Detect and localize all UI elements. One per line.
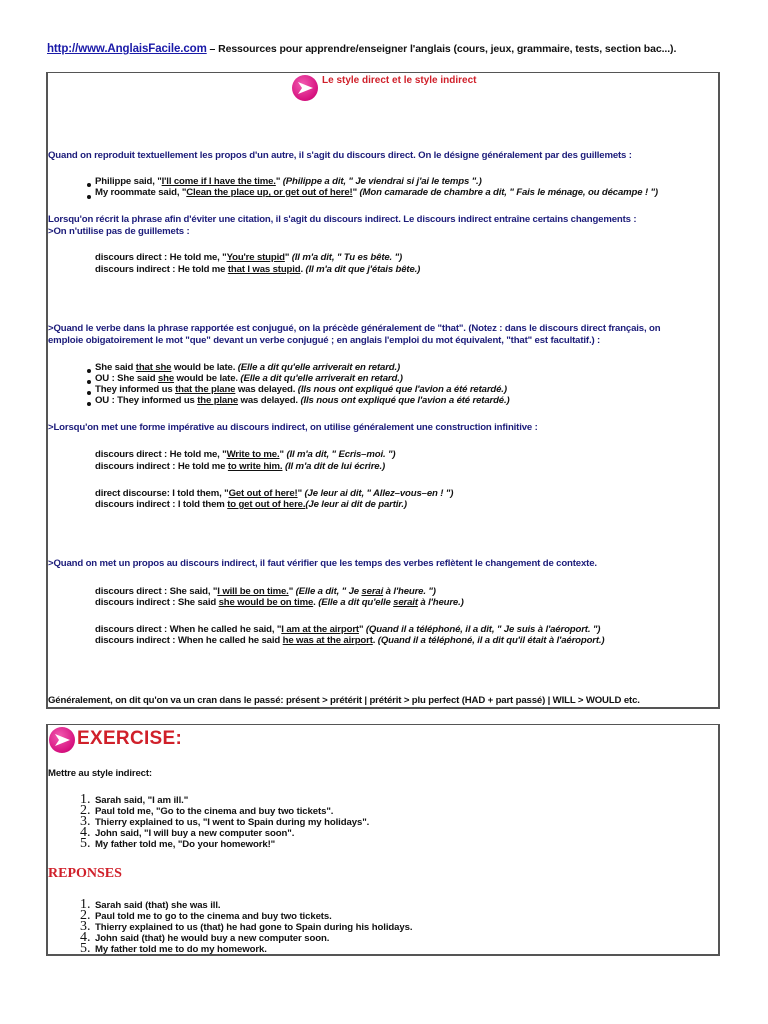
that-example: They informed us that the plane was delayed. (Ils nous ont expliqué que l'avion a été retardé.): [95, 384, 507, 395]
item-number: 2.: [80, 803, 91, 818]
question-item: Sarah said, "I am ill.": [95, 795, 189, 806]
bullet-icon: [87, 391, 91, 395]
question-item: My father told me, "Do your homework!": [95, 839, 276, 850]
rule-that: >Quand le verbe dans la phrase rapportée est conjugué, on la précède généralement de "that". (Notez : dans le discours direct français, on: [48, 323, 661, 334]
direct-example: Philippe said, "I'll come if I have the time." (Philippe a dit, " Je viendrai si j'ai le temps ".): [95, 176, 482, 187]
bullet-icon: [87, 380, 91, 384]
answer-item: Thierry explained to us (that) he had gone to Spain during his holidays.: [95, 922, 413, 933]
item-number: 3.: [80, 919, 91, 934]
example-line: discours indirect : When he called he said he was at the airport. (Quand il a téléphoné, il a dit qu'il était à l'aéroport.): [95, 635, 605, 646]
item-number: 4.: [80, 930, 91, 945]
example-line: discours direct : He told me, "Write to me." (Il m'a dit, " Ecris–moi. "): [95, 449, 396, 460]
site-header: [47, 43, 676, 55]
example-line: discours direct : She said, "I will be on time." (Elle a dit, " Je serai à l'heure. "): [95, 586, 436, 597]
exercise-instruction: Mettre au style indirect:: [48, 768, 152, 779]
rule-that-cont: emploie obigatoirement le mot "que" devant un verbe conjugué ; en anglais l'emploi du mot équivalent, "that" est facultatif.) :: [48, 335, 601, 346]
item-number: 1.: [80, 792, 91, 807]
example-line: discours indirect : He told me to write him. (Il m'a dit de lui écrire.): [95, 461, 386, 472]
question-item: Thierry explained to us, "I went to Spain during my holidays".: [95, 817, 370, 828]
item-number: 3.: [80, 814, 91, 829]
example-line: discours direct : When he called he said, "I am at the airport" (Quand il a téléphoné, il a dit, " Je suis à l'aéroport. "): [95, 624, 601, 635]
item-number: 1.: [80, 897, 91, 912]
item-number: 2.: [80, 908, 91, 923]
example-line: discours direct : He told me, "You're stupid" (Il m'a dit, " Tu es bête. "): [95, 252, 403, 263]
that-example: OU : She said she would be late. (Elle a dit qu'elle arriverait en retard.): [95, 373, 403, 384]
bullet-icon: [87, 183, 91, 187]
bullet-icon: [87, 369, 91, 373]
answer-item: John said (that) he would buy a new computer soon.: [95, 933, 330, 944]
site-link[interactable]: http://www.AnglaisFacile.com: [47, 43, 207, 55]
answer-item: My father told me to do my homework.: [95, 944, 267, 955]
bullet-icon: [87, 402, 91, 406]
item-number: 5.: [80, 836, 91, 851]
item-number: 4.: [80, 825, 91, 840]
that-example: She said that she would be late. (Elle a dit qu'elle arriverait en retard.): [95, 362, 401, 373]
bullet-icon: [87, 195, 91, 199]
direct-example: My roommate said, "Clean the place up, or get out of here!" (Mon camarade de chambre a dit, " Fais le ménage, ou décampe ! "): [95, 187, 658, 198]
rule-tenses: >Quand on met un propos au discours indirect, il faut vérifier que les temps des verbes reflètent le changement de contexte.: [48, 558, 597, 569]
example-line: discours indirect : She said she would be on time. (Elle a dit qu'elle serait à l'heure.): [95, 597, 464, 608]
exercise-title: EXERCISE:: [77, 728, 183, 749]
rule-imperative: >Lorsqu'on met une forme impérative au discours indirect, on utilise généralement une construction infinitive :: [48, 422, 538, 433]
arrow-right-icon: [49, 727, 75, 753]
answer-item: Sarah said (that) she was ill.: [95, 900, 221, 911]
lesson-title: Le style direct et le style indirect: [322, 75, 477, 86]
site-tagline: – Ressources pour apprendre/enseigner l'anglais (cours, jeux, grammaire, tests, section bac...).: [206, 43, 677, 55]
question-item: John said, "I will buy a new computer soon".: [95, 828, 295, 839]
example-line: discours indirect : I told them to get out of here.(Je leur ai dit de partir.): [95, 499, 407, 510]
intro-indirect: Lorsqu'on récrit la phrase afin d'éviter une citation, il s'agit du discours indirect. Le discours indirect entraîne certains changements :: [48, 214, 637, 225]
summary-rule: Généralement, on dit qu'on va un cran dans le passé: présent > prétérit | prétérit > plu perfect (HAD + part passé) | WILL > WOULD etc.: [48, 695, 640, 706]
rule-no-quotes: >On n'utilise pas de guillemets :: [48, 226, 190, 237]
that-example: OU : They informed us the plane was delayed. (Ils nous ont expliqué que l'avion a été retardé.): [95, 395, 510, 406]
example-line: direct discourse: I told them, "Get out of here!" (Je leur ai dit, " Allez–vous–en ! "): [95, 488, 454, 499]
example-line: discours indirect : He told me that I was stupid. (Il m'a dit que j'étais bête.): [95, 264, 421, 275]
answer-item: Paul told me to go to the cinema and buy two tickets.: [95, 911, 332, 922]
intro-direct: Quand on reproduit textuellement les propos d'un autre, il s'agit du discours direct. On le désigne généralement par des guillemets :: [48, 150, 632, 161]
question-item: Paul told me, "Go to the cinema and buy two tickets".: [95, 806, 334, 817]
answers-title: REPONSES: [48, 866, 122, 881]
item-number: 5.: [80, 941, 91, 956]
arrow-right-icon: [292, 75, 318, 101]
